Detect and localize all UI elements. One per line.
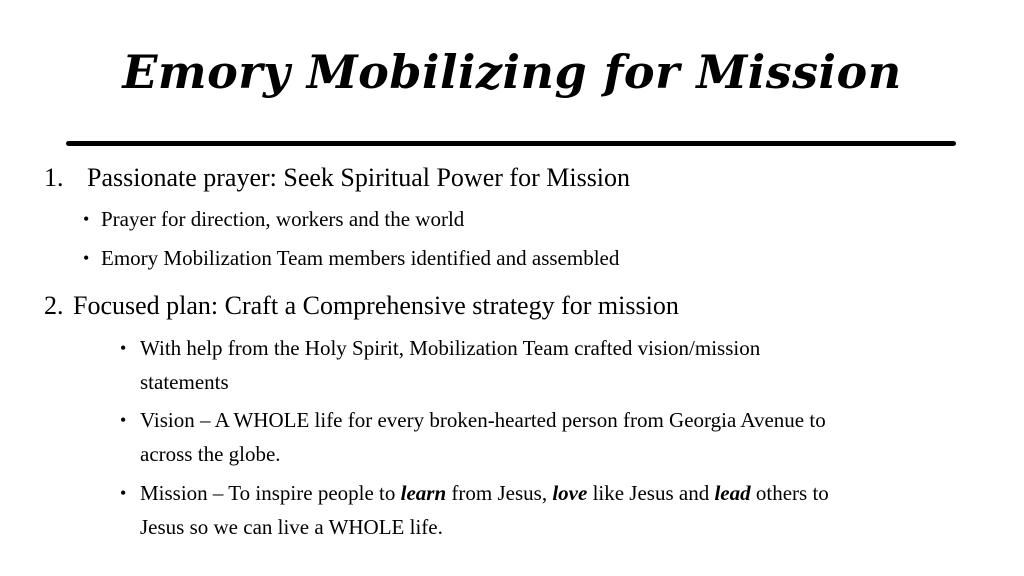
bullet-marker: • — [120, 338, 127, 358]
section-2-bullet-2-line-1: Vision – A WHOLE life for every broken-hearted person from Georgia Avenue to — [140, 408, 826, 432]
bullet-marker: • — [120, 483, 127, 503]
section-2-bullet-2-line-2: across the globe. — [140, 442, 281, 466]
emphasis-lead: lead — [714, 481, 751, 505]
mission-text-e: like Jesus and — [587, 481, 715, 505]
mission-text-g: others to — [750, 481, 829, 505]
mission-text-c: from Jesus, — [446, 481, 553, 505]
bullet-marker: • — [83, 248, 90, 268]
section-2-bullet-1-line-2: statements — [140, 370, 229, 394]
section-2-heading: Focused plan: Craft a Comprehensive strategy for mission — [73, 291, 679, 320]
section-1-bullet-1: Prayer for direction, workers and the world — [101, 207, 465, 231]
section-2-bullet-1-line-1: With help from the Holy Spirit, Mobilization Team crafted vision/mission — [140, 336, 761, 360]
section-1-heading: Passionate prayer: Seek Spiritual Power for Mission — [87, 163, 631, 192]
section-2-bullet-3-line-2: Jesus so we can live a WHOLE life. — [140, 515, 443, 539]
title-divider — [66, 141, 956, 146]
emphasis-learn: learn — [400, 481, 447, 505]
section-2-number: 2. — [44, 291, 64, 320]
mission-text-a: Mission – To inspire people to — [140, 481, 401, 505]
bullet-marker: • — [120, 410, 127, 430]
emphasis-love: love — [552, 481, 588, 505]
section-2-bullet-3-line-1 — [140, 480, 829, 506]
slide-title: Emory Mobilizing for Mission — [122, 45, 902, 99]
section-1-bullet-2: Emory Mobilization Team members identified and assembled — [101, 246, 620, 270]
section-1-number: 1. — [44, 163, 64, 192]
bullet-marker: • — [83, 209, 90, 229]
